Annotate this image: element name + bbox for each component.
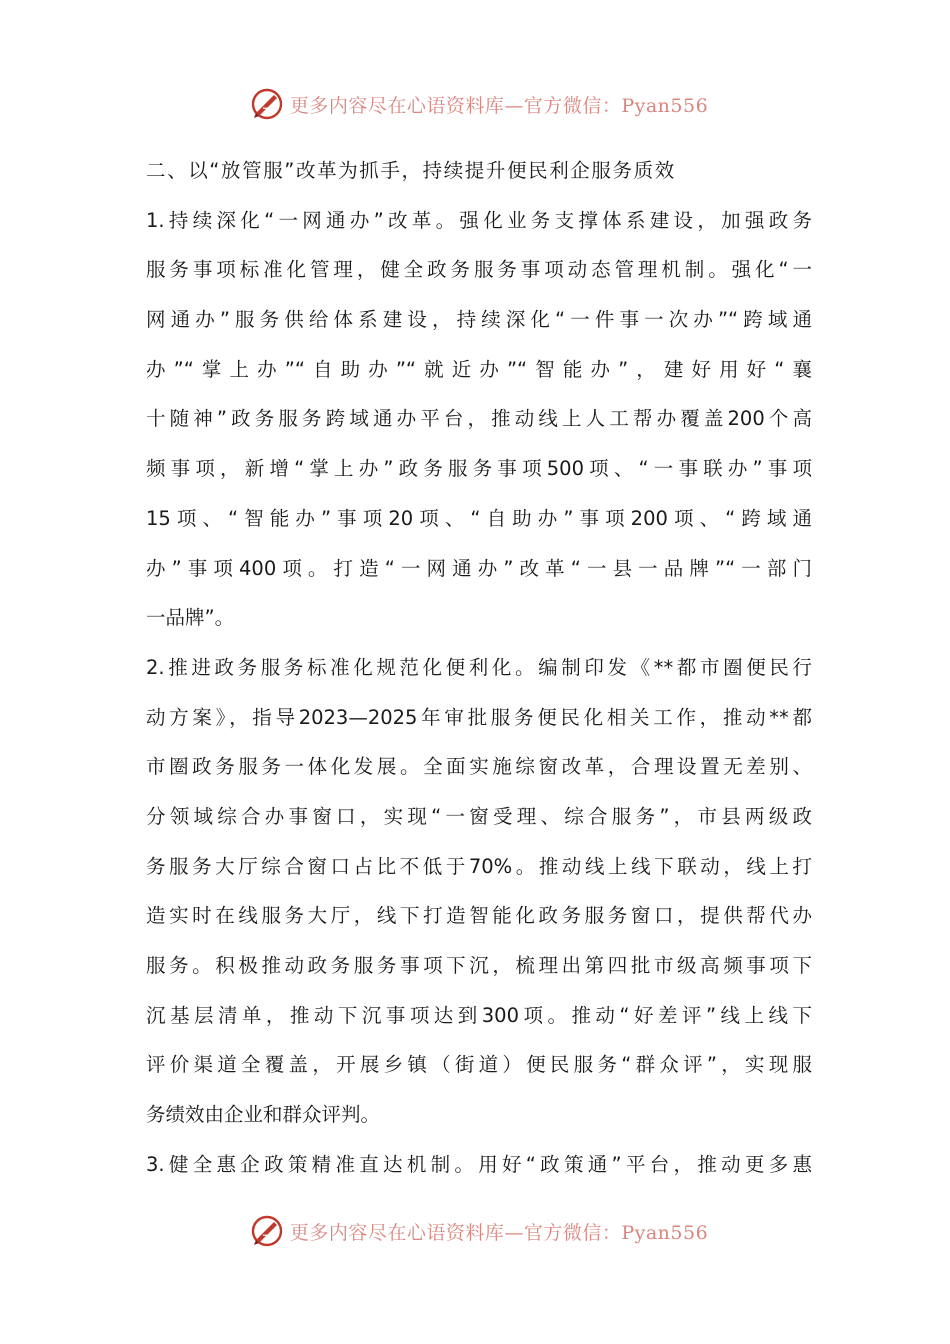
paragraph-line: 市圈政务服务一体化发展。全面实施综窗改革，合理设置无差别、 (146, 755, 812, 779)
pen-circle-logo-icon (250, 87, 284, 121)
paragraph-line: 一品牌”。 (146, 606, 235, 630)
paragraph-line: 15项、“智能办”事项20项、“自助办”事项200项、“跨域通 (146, 506, 812, 530)
paragraph-line: 办”事项400项。打造“一网通办”改革“一县一品牌”“一部门 (146, 556, 812, 580)
paragraph-line: 分领域综合办事窗口，实现“一窗受理、综合服务”，市县两级政 (146, 804, 812, 828)
paragraph-line: 造实时在线服务大厅，线下打造智能化政务服务窗口，提供帮代办 (146, 904, 812, 928)
paragraph-line: 服务。积极推动政务服务事项下沉，梳理出第四批市级高频事项下 (146, 954, 812, 977)
paragraph-line: 3.健全惠企政策精准直达机制。用好“政策通”平台，推动更多惠 (146, 1152, 812, 1176)
paragraph-line: 务绩效由企业和群众评判。 (146, 1103, 381, 1127)
watermark-text: 更多内容尽在心语资料库—官方微信：Pyan556 (289, 94, 709, 117)
document-body (146, 146, 812, 1189)
paragraph-line: 频事项，新增“掌上办”政务服务事项500项、“一事联办”事项 (146, 457, 812, 481)
paragraph-line: 2.推进政务服务标准化规范化便利化。编制印发《**都市圈便民行 (146, 655, 812, 679)
paragraph-line: 办”“掌上办”“自助办”“就近办”“智能办”，建好用好“襄 (146, 357, 812, 381)
paragraph-line: 评价渠道全覆盖，开展乡镇（街道）便民服务“群众评”，实现服 (146, 1053, 812, 1077)
paragraph-line: 网通办”服务供给体系建设，持续深化“一件事一次办”“跨域通 (146, 308, 812, 332)
section-heading: 二、以“放管服”改革为抓手，持续提升便民利企服务质效 (146, 159, 676, 182)
watermark-banner-bottom (0, 1211, 950, 1251)
pen-circle-logo-icon (250, 1214, 284, 1248)
watermark-banner-top (0, 84, 950, 124)
paragraph-line: 动方案》，指导2023—2025年审批服务便民化相关工作，推动**都 (146, 705, 812, 729)
paragraph-line: 服务事项标准化管理，健全政务服务事项动态管理机制。强化“一 (146, 258, 812, 282)
paragraph-line: 十随神”政务服务跨域通办平台，推动线上人工帮办覆盖200个高 (146, 407, 812, 431)
paragraph-line: 沉基层清单，推动下沉事项达到300项。推动“好差评”线上线下 (146, 1003, 812, 1027)
paragraph-line: 务服务大厅综合窗口占比不低于70%。推动线上线下联动，线上打 (146, 854, 812, 878)
paragraph-line: 1.持续深化“一网通办”改革。强化业务支撑体系建设，加强政务 (146, 208, 812, 232)
watermark-text: 更多内容尽在心语资料库—官方微信：Pyan556 (289, 1221, 709, 1244)
